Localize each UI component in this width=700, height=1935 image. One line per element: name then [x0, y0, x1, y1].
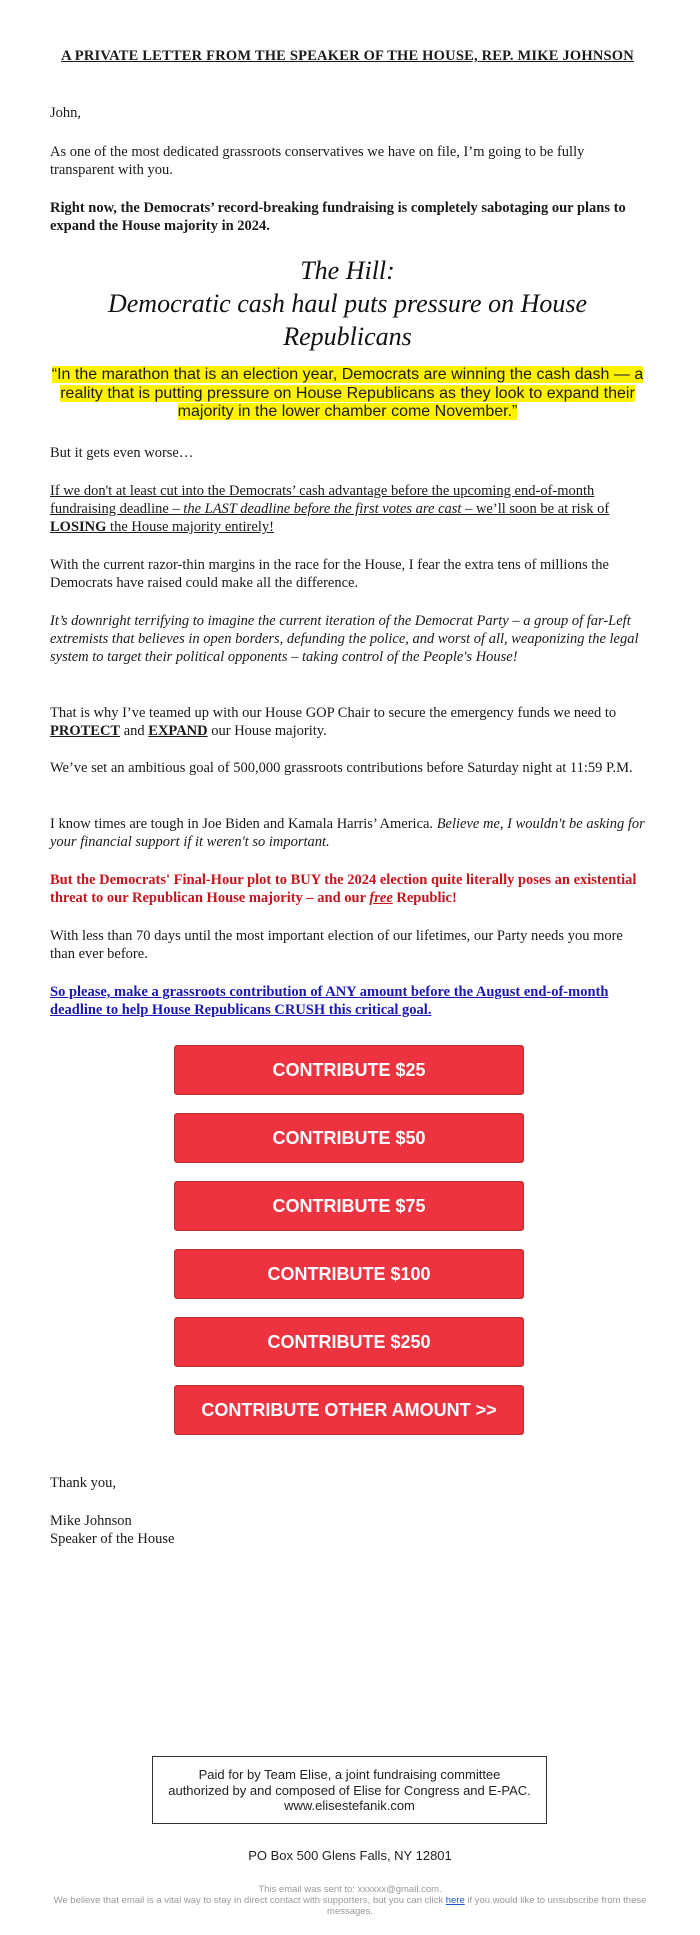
unsubscribe-notice — [40, 1895, 660, 1917]
goal-paragraph: We’ve set an ambitious goal of 500,000 grassroots contributions before Saturday night at 11:59 P.M. — [50, 760, 633, 776]
letter-title: A PRIVATE LETTER FROM THE SPEAKER OF THE HOUSE, REP. MIKE JOHNSON — [61, 48, 634, 64]
unsubscribe-text-b: if you would like to unsubscribe from these messages. — [327, 1895, 647, 1917]
teamed-text-c: and — [120, 723, 149, 739]
contribute-100-button[interactable]: CONTRIBUTE $100 — [174, 1249, 524, 1299]
red-warning-paragraph — [50, 871, 645, 907]
signature-title: Speaker of the House — [50, 1531, 175, 1547]
unsubscribe-text-a: We believe that email is a vital way to stay in direct contact with supporters, but you can click — [53, 1895, 446, 1906]
contribute-other-button[interactable]: CONTRIBUTE OTHER AMOUNT >> — [174, 1385, 524, 1435]
sign-off: Thank you, — [50, 1475, 117, 1491]
contribute-250-button[interactable]: CONTRIBUTE $250 — [174, 1317, 524, 1367]
deadline-text-a: If we don't at least cut into the Democrats’ cash advantage before the upcoming end-of-month fundraising deadline – — [50, 483, 595, 517]
worse-paragraph: But it gets even worse… — [50, 445, 194, 461]
red-text-c: Republic! — [392, 890, 457, 906]
highlighted-quote — [45, 366, 650, 422]
contribute-link[interactable]: So please, make a grassroots contribution of ANY amount before the August end-of-month deadline to help House Republicans CRUSH this critical goal. — [50, 984, 609, 1018]
bold-warning-paragraph: Right now, the Democrats’ record-breaking fundraising is completely sabotaging our plans to expand the House majority in 2024. — [50, 200, 626, 234]
deadline-losing: LOSING — [50, 519, 107, 535]
deadline-text-e: the House majority entirely! — [106, 519, 274, 535]
margins-paragraph: With the current razor-thin margins in the race for the House, I fear the extra tens of millions the Democrats have raised could make all the difference. — [50, 557, 609, 591]
tough-times-text: I know times are tough in Joe Biden and Kamala Harris’ America. — [50, 816, 437, 832]
unsubscribe-link[interactable]: here — [445, 1895, 465, 1906]
tough-times-paragraph — [50, 815, 645, 851]
teamed-text-e: our House majority. — [207, 723, 327, 739]
mailing-address: PO Box 500 Glens Falls, NY 12801 — [248, 1848, 452, 1863]
teamed-up-paragraph — [50, 704, 645, 740]
protect-word: PROTECT — [50, 723, 121, 739]
contribute-25-button[interactable]: CONTRIBUTE $25 — [174, 1045, 524, 1095]
red-free-word: free — [369, 890, 393, 906]
days-left-paragraph: With less than 70 days until the most important election of our lifetimes, our Party needs you more than ever before. — [50, 928, 623, 962]
quote-text: “In the marathon that is an election year, Democrats are winning the cash dash — a reality that is putting pressure on House Republicans as they look to expand their majority in the lower chamber come November.” — [51, 366, 644, 420]
teamed-text-a: That is why I’ve teamed up with our House GOP Chair to secure the emergency funds we need to — [50, 705, 617, 721]
greeting: John, — [50, 105, 82, 121]
deadline-paragraph — [50, 482, 645, 536]
red-text-a: But the Democrats' Final-Hour plot to BUY the 2024 election quite literally poses an existential threat to our Republican House majority – and our — [50, 872, 637, 906]
news-headline — [50, 254, 645, 353]
paid-for-disclaimer: Paid for by Team Elise, a joint fundraising committee authorized by and composed of Elise for Congress and E-PAC. www.elisestefanik.com — [152, 1756, 547, 1824]
headline-source: The Hill: — [300, 256, 395, 285]
tough-times-italic: Believe me, I wouldn't be asking for your financial support if it weren't so important. — [50, 816, 645, 850]
headline-text: Democratic cash haul puts pressure on House Republicans — [107, 289, 588, 351]
deadline-text-italic: the LAST deadline before the first votes are cast — [183, 501, 462, 517]
deadline-text-c: – we’ll soon be at risk of — [461, 501, 610, 517]
contribute-50-button[interactable]: CONTRIBUTE $50 — [174, 1113, 524, 1163]
signature-name: Mike Johnson — [50, 1513, 132, 1529]
expand-word: EXPAND — [148, 723, 208, 739]
terrifying-paragraph: It’s downright terrifying to imagine the current iteration of the Democrat Party – a group of far-Left extremists that believes in open borders, defunding the police, and worst of all, weaponizing the legal system to target their political opponents – taking control of the People's House! — [50, 613, 639, 665]
sent-to-notice: This email was sent to: xxxxxx@gmail.com. — [258, 1884, 442, 1895]
contribute-75-button[interactable]: CONTRIBUTE $75 — [174, 1181, 524, 1231]
intro-paragraph: As one of the most dedicated grassroots conservatives we have on file, I’m going to be fully transparent with you. — [50, 144, 585, 178]
